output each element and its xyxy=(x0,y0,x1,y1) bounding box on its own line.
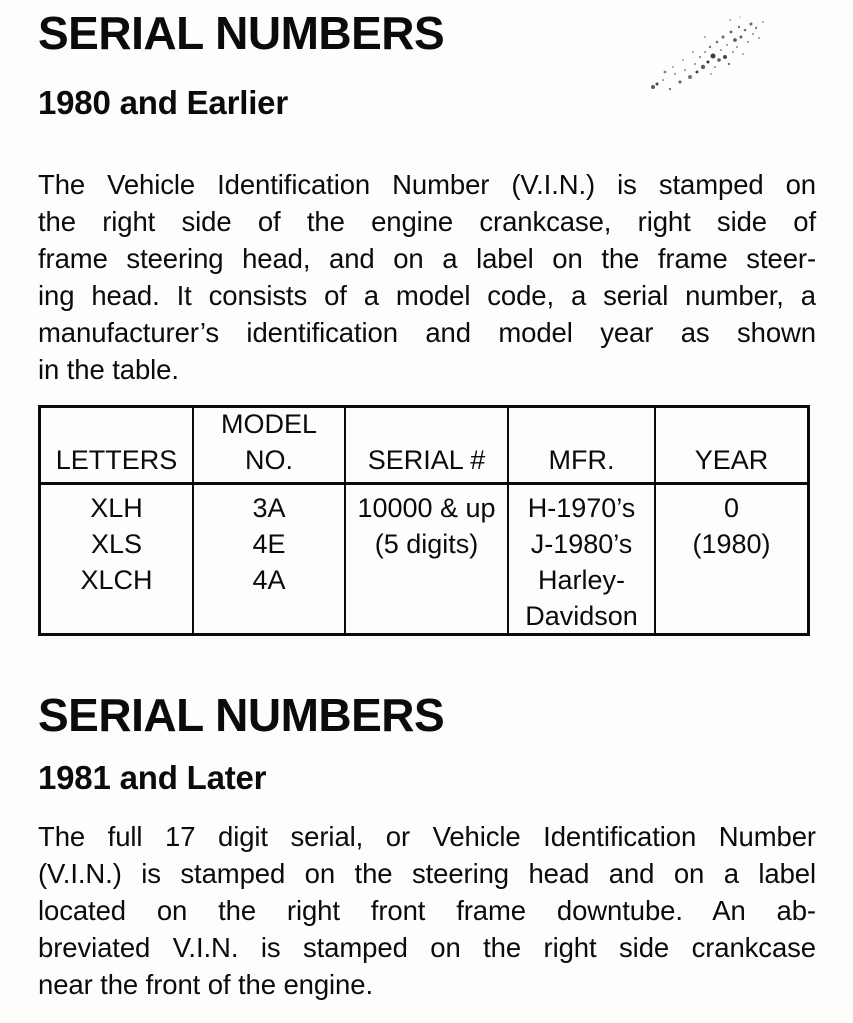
text-line: MFR. xyxy=(548,445,615,475)
text-line: The Vehicle Identification Number (V.I.N.) is stamped on xyxy=(38,169,816,200)
table-header-mfr xyxy=(507,408,654,485)
text-line: frame steering head, and on a label on the frame steer- xyxy=(38,243,816,274)
text-line: XLS xyxy=(90,529,143,559)
text-line: NO. xyxy=(244,445,293,475)
text-line: 4E xyxy=(252,529,286,559)
section-1981-title: SERIAL NUMBERS xyxy=(38,689,445,741)
text-line: Harley- xyxy=(537,565,625,595)
vin-description-1980 xyxy=(38,166,816,388)
text-line: ing head. It consists of a model code, a serial number, a xyxy=(38,280,816,311)
text-line: 0 xyxy=(723,493,740,523)
text-line: MODEL xyxy=(220,409,318,439)
text-line: the right side of the engine crankcase, right side of xyxy=(38,206,816,237)
table-cell-model-no xyxy=(192,485,344,633)
table-header-year xyxy=(654,408,807,485)
text-line: (1980) xyxy=(692,529,771,559)
text-line: near the front of the engine. xyxy=(38,969,373,1000)
text-line: 3A xyxy=(252,493,286,523)
text-line: (5 digits) xyxy=(374,529,479,559)
text-line: (V.I.N.) is stamped on the steering head and on a label xyxy=(38,858,816,889)
text-line: The full 17 digit serial, or Vehicle Identification Number xyxy=(38,821,816,852)
section-1980-title: SERIAL NUMBERS xyxy=(38,7,445,59)
text-line: located on the right front frame downtube. An ab- xyxy=(38,895,816,926)
table-cell-serial xyxy=(344,485,507,633)
text-line: LETTERS xyxy=(55,445,178,475)
text-line: XLH xyxy=(90,493,143,523)
vin-code-table xyxy=(38,405,810,636)
scan-noise-smudge xyxy=(645,12,775,107)
table-cell-letters xyxy=(41,485,192,633)
text-line: 10000 & up xyxy=(357,493,496,523)
text-line: XLCH xyxy=(80,565,153,595)
text-line: Davidson xyxy=(525,601,638,631)
section-1981-subtitle: 1981 and Later xyxy=(38,759,267,796)
table-cell-mfr xyxy=(507,485,654,633)
section-1980-subtitle: 1980 and Earlier xyxy=(38,84,288,121)
table-header-model-no xyxy=(192,408,344,485)
text-line: J-1980’s xyxy=(530,529,633,559)
text-line: YEAR xyxy=(694,445,769,475)
vin-description-1981 xyxy=(38,818,816,1003)
text-line: 4A xyxy=(252,565,286,595)
text-line: H-1970’s xyxy=(527,493,636,523)
table-cell-year xyxy=(654,485,807,633)
table-header-serial xyxy=(344,408,507,485)
table-header-letters xyxy=(41,408,192,485)
text-line: in the table. xyxy=(38,354,179,385)
text-line: manufacturer’s identification and model year as shown xyxy=(38,317,816,348)
text-line: breviated V.I.N. is stamped on the right side crankcase xyxy=(38,932,816,963)
text-line: SERIAL # xyxy=(367,445,486,475)
